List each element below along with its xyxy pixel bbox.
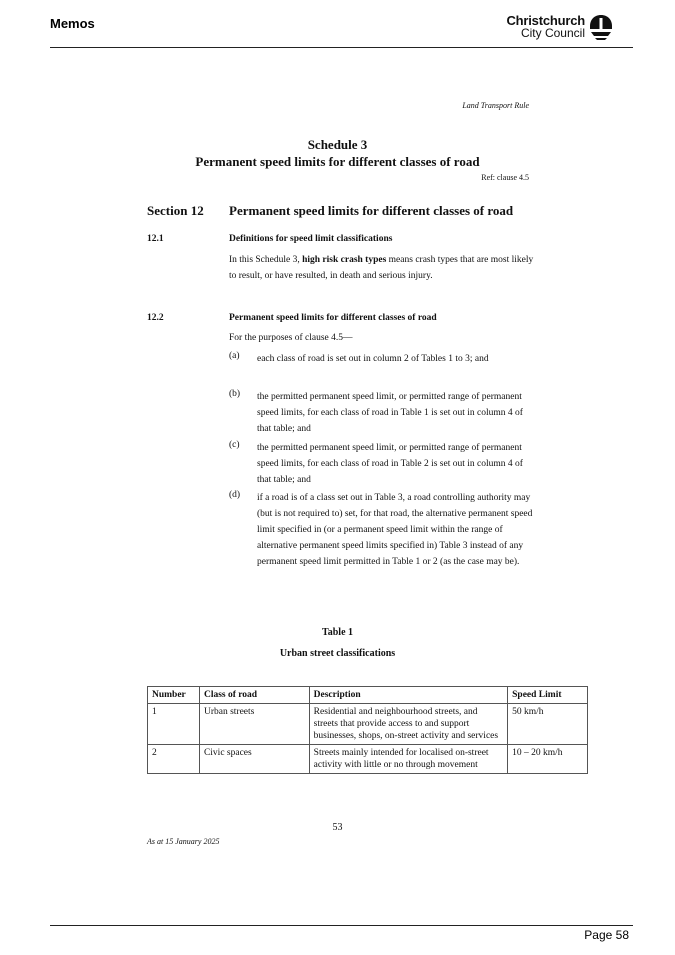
item-b-text: the permitted permanent speed limit, or permitted range of permanent speed limits, for each class of road in Table 1 is set out in column 4 of that table; and xyxy=(257,392,523,434)
column-header: Number xyxy=(148,687,200,704)
schedule-title: Schedule 3 xyxy=(307,137,368,152)
as-at-date: As at 15 January 2025 xyxy=(147,837,220,846)
header-divider xyxy=(50,47,633,48)
table-header-row xyxy=(148,687,588,704)
urban-street-classifications-table xyxy=(147,686,588,774)
item-a-text: each class of road is set out in column 2 of Tables 1 to 3; and xyxy=(257,354,489,364)
table-cell: 1 xyxy=(148,704,200,745)
table-row xyxy=(148,704,588,745)
table-cell: Urban streets xyxy=(199,704,309,745)
table-cell: Streets mainly intended for localised on-street activity with little or no through movement xyxy=(309,745,507,774)
running-head: Land Transport Rule xyxy=(462,101,529,110)
clause-122-number: 12.2 xyxy=(147,313,164,323)
christchurch-city-council-logo xyxy=(506,14,613,40)
council-crest-icon xyxy=(589,14,613,40)
table-cell: Civic spaces xyxy=(199,745,309,774)
schedule-subtitle: Permanent speed limits for different classes of road xyxy=(195,154,480,169)
document-page-number: 53 xyxy=(332,822,343,833)
table-cell: Residential and neighbourhood streets, and streets that provide access to and support businesses, shops, on-street activity and services xyxy=(309,704,507,745)
table-cell: 2 xyxy=(148,745,200,774)
column-header: Speed Limit xyxy=(508,687,588,704)
section-title: Permanent speed limits for different classes of road xyxy=(229,203,514,218)
clause-122-intro: For the purposes of clause 4.5— xyxy=(229,333,353,343)
item-a-label: (a) xyxy=(229,351,240,361)
column-header: Class of road xyxy=(199,687,309,704)
defined-term: high risk crash types xyxy=(302,255,387,265)
logo-line-2: City Council xyxy=(520,26,585,40)
table-cell: 10 – 20 km/h xyxy=(508,745,588,774)
item-d-label: (d) xyxy=(229,490,241,500)
item-d-text: if a road is of a class set out in Table 3, a road controlling authority may (but is not required to) set, for that road, the alternative permanent speed limit specified in (or a permanent speed limit within the range of alternative permanent speed limits specified in) Table 3 instead of any permanent speed limit permitted in Table 1 or 2 (as the case may be). xyxy=(257,493,533,567)
logo-line-1: Christchurch xyxy=(506,13,585,28)
footer-divider xyxy=(50,925,633,926)
table-title: Table 1 xyxy=(321,627,354,638)
page-number: Page 58 xyxy=(584,928,629,942)
section-number: Section 12 xyxy=(147,203,204,218)
clause-121-definition xyxy=(229,252,534,284)
table-cell: 50 km/h xyxy=(508,704,588,745)
definition-text-after: means crash types that are most likely to result, or have resulted, in death and serious injury. xyxy=(229,255,534,281)
clause-121-heading: Definitions for speed limit classifications xyxy=(229,234,393,244)
table-row xyxy=(148,745,588,774)
clause-122-heading: Permanent speed limits for different classes of road xyxy=(229,313,437,323)
item-b-label: (b) xyxy=(229,389,241,399)
item-c-label: (c) xyxy=(229,440,240,450)
table-subtitle: Urban street classifications xyxy=(279,648,396,659)
definition-text-before: In this Schedule 3, xyxy=(229,255,303,265)
header-section-label: Memos xyxy=(50,16,95,31)
clause-121-number: 12.1 xyxy=(147,234,164,244)
item-c-text: the permitted permanent speed limit, or permitted range of permanent speed limits, for each class of road in Table 2 is set out in column 4 of that table; and xyxy=(257,443,523,485)
column-header: Description xyxy=(309,687,507,704)
clause-reference: Ref: clause 4.5 xyxy=(481,173,529,182)
